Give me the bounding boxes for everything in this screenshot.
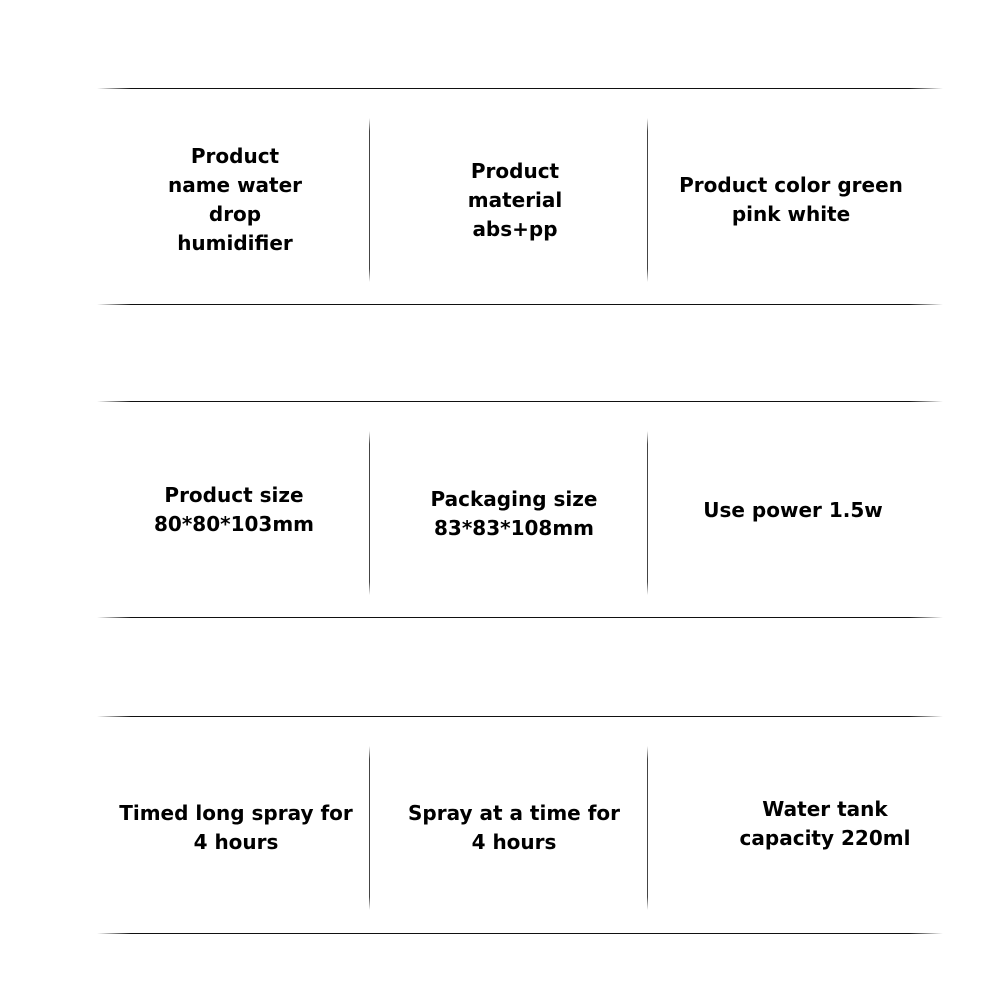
row-2-divider-1 (369, 431, 370, 595)
row-3-bottom-border (97, 933, 943, 934)
spec-cell-water-tank (728, 734, 922, 914)
spec-cell-product-name (160, 110, 310, 290)
spec-label: Water tank capacity 220ml (739, 797, 911, 850)
spec-label: Product material abs+pp (467, 158, 563, 241)
row-1-divider-1 (369, 118, 370, 282)
spec-cell-packaging-size (410, 424, 618, 604)
row-3-divider-1 (369, 746, 370, 910)
row-3-top-border (97, 716, 943, 717)
row-1-top-border (97, 88, 943, 89)
row-2-divider-2 (647, 431, 648, 595)
spec-label: Use power 1.5w (703, 497, 883, 522)
spec-cell-product-color (672, 110, 910, 290)
row-2-top-border (97, 401, 943, 402)
spec-cell-product-size (130, 420, 338, 600)
row-3-divider-2 (647, 746, 648, 910)
spec-cell-use-power (680, 420, 906, 600)
spec-cell-spray-duration (398, 738, 630, 918)
row-1-bottom-border (97, 304, 943, 305)
spec-label: Product color green pink white (679, 173, 903, 226)
row-2-bottom-border (97, 617, 943, 618)
spec-label: Product size 80*80*103mm (153, 483, 314, 536)
spec-label: Packaging size 83*83*108mm (430, 487, 598, 540)
spec-cell-product-material (430, 110, 600, 290)
spec-label: Product name water drop humidifier (167, 144, 303, 255)
spec-label: Timed long spray for 4 hours (119, 801, 353, 854)
spec-cell-timed-spray (118, 738, 354, 918)
row-1-divider-2 (647, 118, 648, 282)
spec-label: Spray at a time for 4 hours (407, 801, 621, 854)
